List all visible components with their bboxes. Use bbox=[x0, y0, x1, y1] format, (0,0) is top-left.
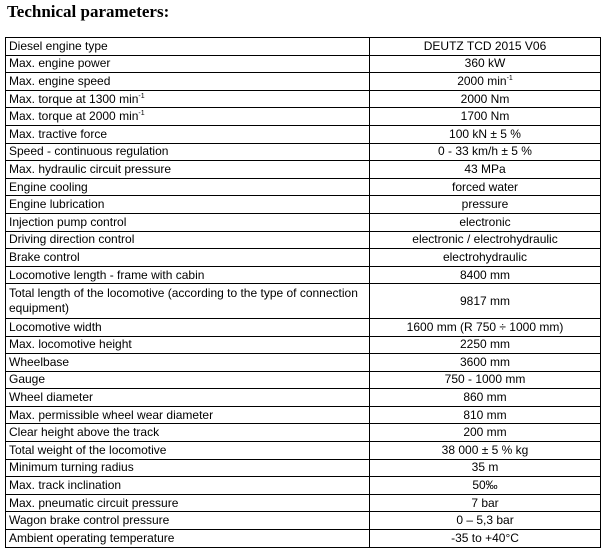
parameter-name bbox=[6, 213, 370, 231]
table-row bbox=[6, 442, 601, 460]
table-row bbox=[6, 477, 601, 495]
unit-exponent: -1 bbox=[138, 110, 145, 118]
table-row bbox=[6, 125, 601, 143]
parameter-name-text: Speed - continuous regulation bbox=[9, 144, 169, 159]
parameter-name bbox=[6, 108, 370, 126]
table-row bbox=[6, 38, 601, 56]
parameter-name bbox=[6, 125, 370, 143]
table-row bbox=[6, 284, 601, 319]
table-row bbox=[6, 266, 601, 284]
parameter-name-text: Max. track inclination bbox=[9, 478, 122, 493]
parameter-value bbox=[370, 354, 601, 372]
parameter-name-text: Driving direction control bbox=[9, 232, 135, 247]
parameter-name-text: Max. hydraulic circuit pressure bbox=[9, 161, 172, 176]
table-row bbox=[6, 424, 601, 442]
parameter-value bbox=[370, 38, 601, 56]
parameter-value bbox=[370, 284, 601, 319]
table-row bbox=[6, 55, 601, 73]
table-row bbox=[6, 231, 601, 249]
parameter-name-text: Total weight of the locomotive bbox=[9, 442, 167, 457]
parameter-name-text: Gauge bbox=[9, 372, 46, 387]
parameter-name bbox=[6, 459, 370, 477]
parameter-name bbox=[6, 249, 370, 267]
unit-exponent: -1 bbox=[138, 92, 145, 100]
table-row bbox=[6, 530, 601, 548]
parameter-value bbox=[370, 512, 601, 530]
parameter-name-text: Locomotive width bbox=[9, 319, 102, 334]
parameter-name bbox=[6, 73, 370, 91]
parameter-name bbox=[6, 161, 370, 179]
parameter-value bbox=[370, 125, 601, 143]
parameter-value bbox=[370, 108, 601, 126]
parameter-name-text: Max. permissible wheel wear diameter bbox=[9, 407, 214, 422]
table-row bbox=[6, 354, 601, 372]
parameter-name-text: Minimum turning radius bbox=[9, 460, 134, 475]
table-row bbox=[6, 161, 601, 179]
parameters-table-body bbox=[6, 38, 601, 548]
parameter-name-text: Max. locomotive height bbox=[9, 337, 132, 352]
parameter-name bbox=[6, 143, 370, 161]
parameter-value-text: 100 kN ± 5 % bbox=[449, 126, 521, 141]
parameter-value bbox=[370, 371, 601, 389]
parameter-value bbox=[370, 231, 601, 249]
parameter-name-text: Ambient operating temperature bbox=[9, 530, 175, 545]
parameter-value bbox=[370, 477, 601, 495]
table-row bbox=[6, 406, 601, 424]
parameter-name-text: Max. torque at 2000 min bbox=[9, 109, 139, 124]
parameter-name-text: Max. engine power bbox=[9, 56, 111, 71]
parameter-value bbox=[370, 266, 601, 284]
parameter-name-text: Brake control bbox=[9, 249, 80, 264]
parameter-value bbox=[370, 143, 601, 161]
parameter-value-text: 9817 mm bbox=[459, 293, 511, 308]
parameter-value-text: 8400 mm bbox=[459, 267, 511, 282]
parameter-value-text: 7 bar bbox=[471, 495, 499, 510]
parameter-name bbox=[6, 530, 370, 548]
parameter-value bbox=[370, 389, 601, 407]
parameter-value-text: 750 - 1000 mm bbox=[444, 372, 526, 387]
parameter-name-text: Diesel engine type bbox=[9, 38, 108, 53]
table-row bbox=[6, 73, 601, 91]
parameter-value-text: 2000 Nm bbox=[460, 91, 510, 106]
parameter-value bbox=[370, 442, 601, 460]
parameter-name bbox=[6, 318, 370, 336]
parameter-name-text: Max. torque at 1300 min bbox=[9, 91, 139, 106]
parameter-name bbox=[6, 389, 370, 407]
parameter-value-text: electronic bbox=[459, 214, 511, 229]
table-row bbox=[6, 90, 601, 108]
table-row bbox=[6, 336, 601, 354]
parameter-value bbox=[370, 213, 601, 231]
parameter-name bbox=[6, 90, 370, 108]
parameter-name-text: Total length of the locomotive (according to the type of connection equipment) bbox=[9, 286, 358, 316]
parameter-value bbox=[370, 530, 601, 548]
page-title: Technical parameters: bbox=[7, 2, 170, 21]
parameter-name bbox=[6, 55, 370, 73]
technical-parameters-table bbox=[5, 37, 601, 548]
parameter-value bbox=[370, 318, 601, 336]
table-row bbox=[6, 108, 601, 126]
parameter-value bbox=[370, 55, 601, 73]
parameter-value-text: 3600 mm bbox=[459, 354, 511, 369]
parameter-value bbox=[370, 336, 601, 354]
parameter-name bbox=[6, 494, 370, 512]
parameter-name-text: Engine lubrication bbox=[9, 197, 105, 212]
parameter-name bbox=[6, 38, 370, 56]
parameter-value bbox=[370, 249, 601, 267]
parameter-value-text: 0 – 5,3 bar bbox=[456, 513, 514, 528]
parameter-name bbox=[6, 354, 370, 372]
parameter-value bbox=[370, 178, 601, 196]
parameter-value bbox=[370, 459, 601, 477]
parameter-value-text: 860 mm bbox=[463, 390, 507, 405]
parameter-name bbox=[6, 477, 370, 495]
parameter-name-text: Locomotive length - frame with cabin bbox=[9, 267, 205, 282]
unit-exponent: -1 bbox=[506, 74, 513, 82]
parameter-value-text: 810 mm bbox=[463, 407, 507, 422]
parameter-value-text: 35 m bbox=[471, 460, 499, 475]
parameter-value-text: -35 to +40°C bbox=[451, 530, 519, 545]
parameter-value-text: pressure bbox=[461, 197, 509, 212]
parameter-value-text: 0 - 33 km/h ± 5 % bbox=[438, 144, 532, 159]
parameter-value-text: 38 000 ± 5 % kg bbox=[441, 442, 529, 457]
table-row bbox=[6, 196, 601, 214]
parameter-value-text: 2250 mm bbox=[459, 337, 511, 352]
parameter-name bbox=[6, 371, 370, 389]
parameter-name bbox=[6, 336, 370, 354]
parameter-value-text: 50‰ bbox=[472, 478, 498, 493]
parameter-name-text: Injection pump control bbox=[9, 214, 127, 229]
parameter-value bbox=[370, 424, 601, 442]
table-row bbox=[6, 512, 601, 530]
parameter-value bbox=[370, 494, 601, 512]
parameter-name-text: Engine cooling bbox=[9, 179, 88, 194]
table-row bbox=[6, 143, 601, 161]
parameter-value bbox=[370, 406, 601, 424]
parameter-name bbox=[6, 266, 370, 284]
table-row bbox=[6, 459, 601, 477]
parameter-name-text: Max. pneumatic circuit pressure bbox=[9, 495, 179, 510]
parameter-name bbox=[6, 406, 370, 424]
table-row bbox=[6, 494, 601, 512]
parameter-value-text: electronic / electrohydraulic bbox=[412, 232, 558, 247]
parameter-value-text: 1600 mm (R 750 ÷ 1000 mm) bbox=[406, 319, 564, 334]
parameter-value-text: electrohydraulic bbox=[442, 249, 528, 264]
table-row bbox=[6, 318, 601, 336]
parameter-value bbox=[370, 196, 601, 214]
table-row bbox=[6, 213, 601, 231]
parameter-name bbox=[6, 231, 370, 249]
parameter-value-text: 360 kW bbox=[464, 56, 506, 71]
parameter-name bbox=[6, 284, 370, 319]
parameter-name bbox=[6, 442, 370, 460]
parameter-value-text: 2000 min bbox=[457, 73, 507, 88]
parameter-value bbox=[370, 161, 601, 179]
parameter-value-text: DEUTZ TCD 2015 V06 bbox=[423, 38, 547, 53]
table-row bbox=[6, 389, 601, 407]
table-row bbox=[6, 178, 601, 196]
parameter-name bbox=[6, 512, 370, 530]
parameter-name bbox=[6, 178, 370, 196]
parameter-value-text: forced water bbox=[451, 179, 519, 194]
parameter-name-text: Max. tractive force bbox=[9, 126, 108, 141]
table-row bbox=[6, 371, 601, 389]
parameter-name-text: Clear height above the track bbox=[9, 425, 160, 440]
parameter-value bbox=[370, 73, 601, 91]
parameter-value-text: 1700 Nm bbox=[460, 109, 510, 124]
parameter-value bbox=[370, 90, 601, 108]
parameter-name bbox=[6, 424, 370, 442]
table-row bbox=[6, 249, 601, 267]
parameter-name-text: Wagon brake control pressure bbox=[9, 513, 170, 528]
parameter-value-text: 200 mm bbox=[463, 425, 507, 440]
parameter-name-text: Wheelbase bbox=[9, 354, 70, 369]
parameter-value-text: 43 MPa bbox=[464, 161, 506, 176]
parameter-name bbox=[6, 196, 370, 214]
parameter-name-text: Wheel diameter bbox=[9, 390, 94, 405]
parameter-name-text: Max. engine speed bbox=[9, 73, 111, 88]
